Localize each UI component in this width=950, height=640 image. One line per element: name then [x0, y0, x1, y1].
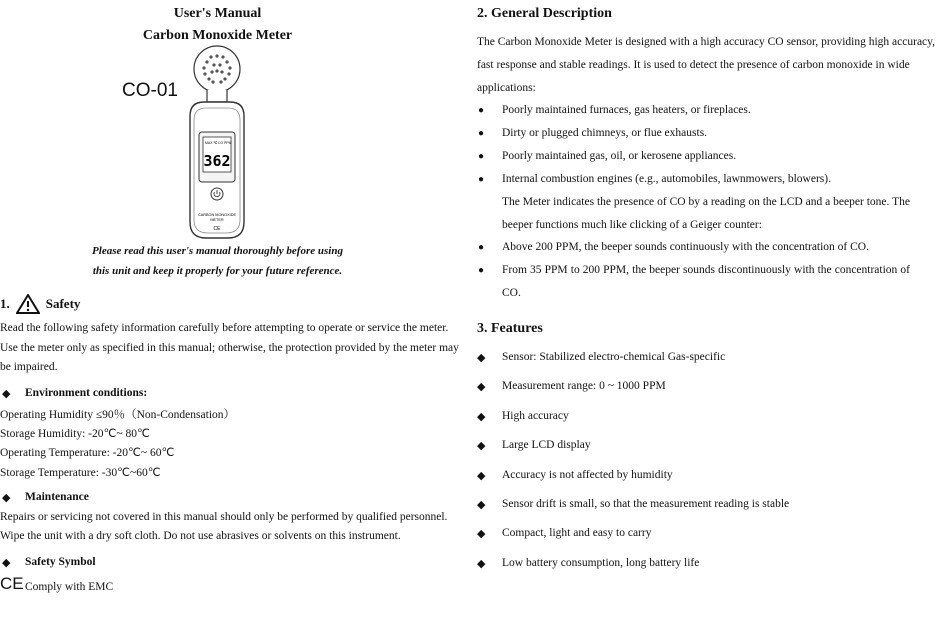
- feature-item: Measurement range: 0 ~ 1000 PPM: [502, 380, 666, 392]
- list-item: Dirty or plugged chimneys, or flue exhausts.: [502, 127, 708, 139]
- general-intro-line-3: applications:: [477, 82, 536, 94]
- diamond-bullet-icon: ◆: [477, 499, 486, 511]
- manual-title: User's Manual: [173, 6, 262, 21]
- device-ce-mark: CE: [213, 226, 221, 232]
- safety-title: Safety: [45, 296, 81, 311]
- maintenance-heading: Maintenance: [25, 491, 89, 503]
- feature-item: Sensor: Stabilized electro-chemical Gas-specific: [502, 351, 726, 363]
- safety-symbol-heading: Safety Symbol: [25, 556, 96, 568]
- ce-mark-icon: CE: [0, 574, 24, 593]
- safety-para-line-2: Use the meter only as specified in this manual; otherwise, the protection provided by the meter may: [0, 342, 459, 354]
- general-description-heading: 2. General Description: [477, 6, 612, 21]
- list-item: From 35 PPM to 200 PPM, the beeper sounds discontinuously with the concentration of: [502, 264, 910, 276]
- list-item: Internal combustion engines (e.g., automobiles, lawnmowers, blowers).: [502, 173, 831, 185]
- diamond-bullet-icon: ◆: [477, 528, 486, 540]
- feature-item: Accuracy is not affected by humidity: [502, 469, 673, 481]
- diamond-bullet-icon: ◆: [477, 381, 486, 393]
- general-intro-line-1: The Carbon Monoxide Meter is designed with a high accuracy CO sensor, providing high accuracy,: [477, 36, 936, 48]
- feature-item: Sensor drift is small, so that the measurement reading is stable: [502, 498, 790, 510]
- device-label-2: METER: [210, 218, 224, 222]
- model-label: CO-01: [122, 80, 178, 101]
- diamond-bullet-icon: ◆: [2, 492, 11, 504]
- bullet-icon: ●: [478, 265, 485, 276]
- env-item: Storage Humidity: -20℃~ 80℃: [0, 428, 150, 440]
- safety-para-line-1: Read the following safety information carefully before attempting to operate or service the meter.: [0, 322, 449, 334]
- lcd-top-text: MAX ℃ CO PPM: [205, 141, 232, 145]
- maintenance-line-1: Repairs or servicing not covered in this manual should only be performed by qualified personnel.: [0, 511, 448, 523]
- diamond-bullet-icon: ◆: [477, 352, 486, 364]
- features-heading: 3. Features: [477, 321, 543, 336]
- feature-item: Large LCD display: [502, 439, 591, 451]
- list-item: Poorly maintained furnaces, gas heaters, or fireplaces.: [502, 104, 751, 116]
- env-heading: Environment conditions:: [25, 387, 148, 399]
- feature-item: High accuracy: [502, 410, 569, 422]
- safety-para-line-3: be impaired.: [0, 361, 58, 373]
- notice-line-1: Please read this user's manual thoroughly before using: [92, 245, 343, 257]
- bullet-icon: ●: [478, 151, 485, 162]
- diamond-bullet-icon: ◆: [477, 440, 486, 452]
- diamond-bullet-icon: ◆: [477, 411, 486, 423]
- warning-triangle-icon: [16, 294, 40, 314]
- env-item: Operating Humidity ≤90％（Non-Condensation）: [0, 409, 236, 421]
- general-intro-line-2: fast response and stable readings. It is used to detect the presence of carbon monoxide in wide: [477, 59, 910, 71]
- env-item: Storage Temperature: -30℃~60℃: [0, 467, 161, 479]
- device-label-1: CARBON MONOXIDE: [198, 213, 236, 217]
- manual-subtitle: Carbon Monoxide Meter: [142, 28, 293, 43]
- bullet-icon: ●: [478, 242, 485, 253]
- diamond-bullet-icon: ◆: [477, 470, 486, 482]
- lcd-reading: 362: [203, 152, 231, 170]
- device-illustration: [176, 44, 256, 240]
- safety-heading: [0, 292, 80, 316]
- maintenance-line-2: Wipe the unit with a dry soft cloth. Do not use abrasives or solvents on this instrument.: [0, 530, 401, 542]
- diamond-bullet-icon: ◆: [2, 388, 11, 400]
- list-item: Above 200 PPM, the beeper sounds continuously with the concentration of CO.: [502, 241, 869, 253]
- notice-line-2: this unit and keep it properly for your future reference.: [92, 265, 343, 277]
- bullet-icon: ●: [478, 105, 485, 116]
- diamond-bullet-icon: ◆: [2, 557, 11, 569]
- feature-item: Compact, light and easy to carry: [502, 527, 652, 539]
- bullet-icon: ●: [478, 128, 485, 139]
- ce-text: Comply with EMC: [25, 581, 114, 593]
- indent-para-line-1: The Meter indicates the presence of CO by a reading on the LCD and a beeper tone. The: [502, 196, 910, 208]
- diamond-bullet-icon: ◆: [477, 558, 486, 570]
- list-item-continuation: CO.: [502, 287, 521, 299]
- env-item: Operating Temperature: -20℃~ 60℃: [0, 447, 175, 459]
- feature-item: Low battery consumption, long battery life: [502, 557, 700, 569]
- indent-para-line-2: beeper functions much like clicking of a Geiger counter:: [502, 219, 762, 231]
- safety-number: 1.: [0, 296, 10, 311]
- bullet-icon: ●: [478, 174, 485, 185]
- list-item: Poorly maintained gas, oil, or kerosene appliances.: [502, 150, 737, 162]
